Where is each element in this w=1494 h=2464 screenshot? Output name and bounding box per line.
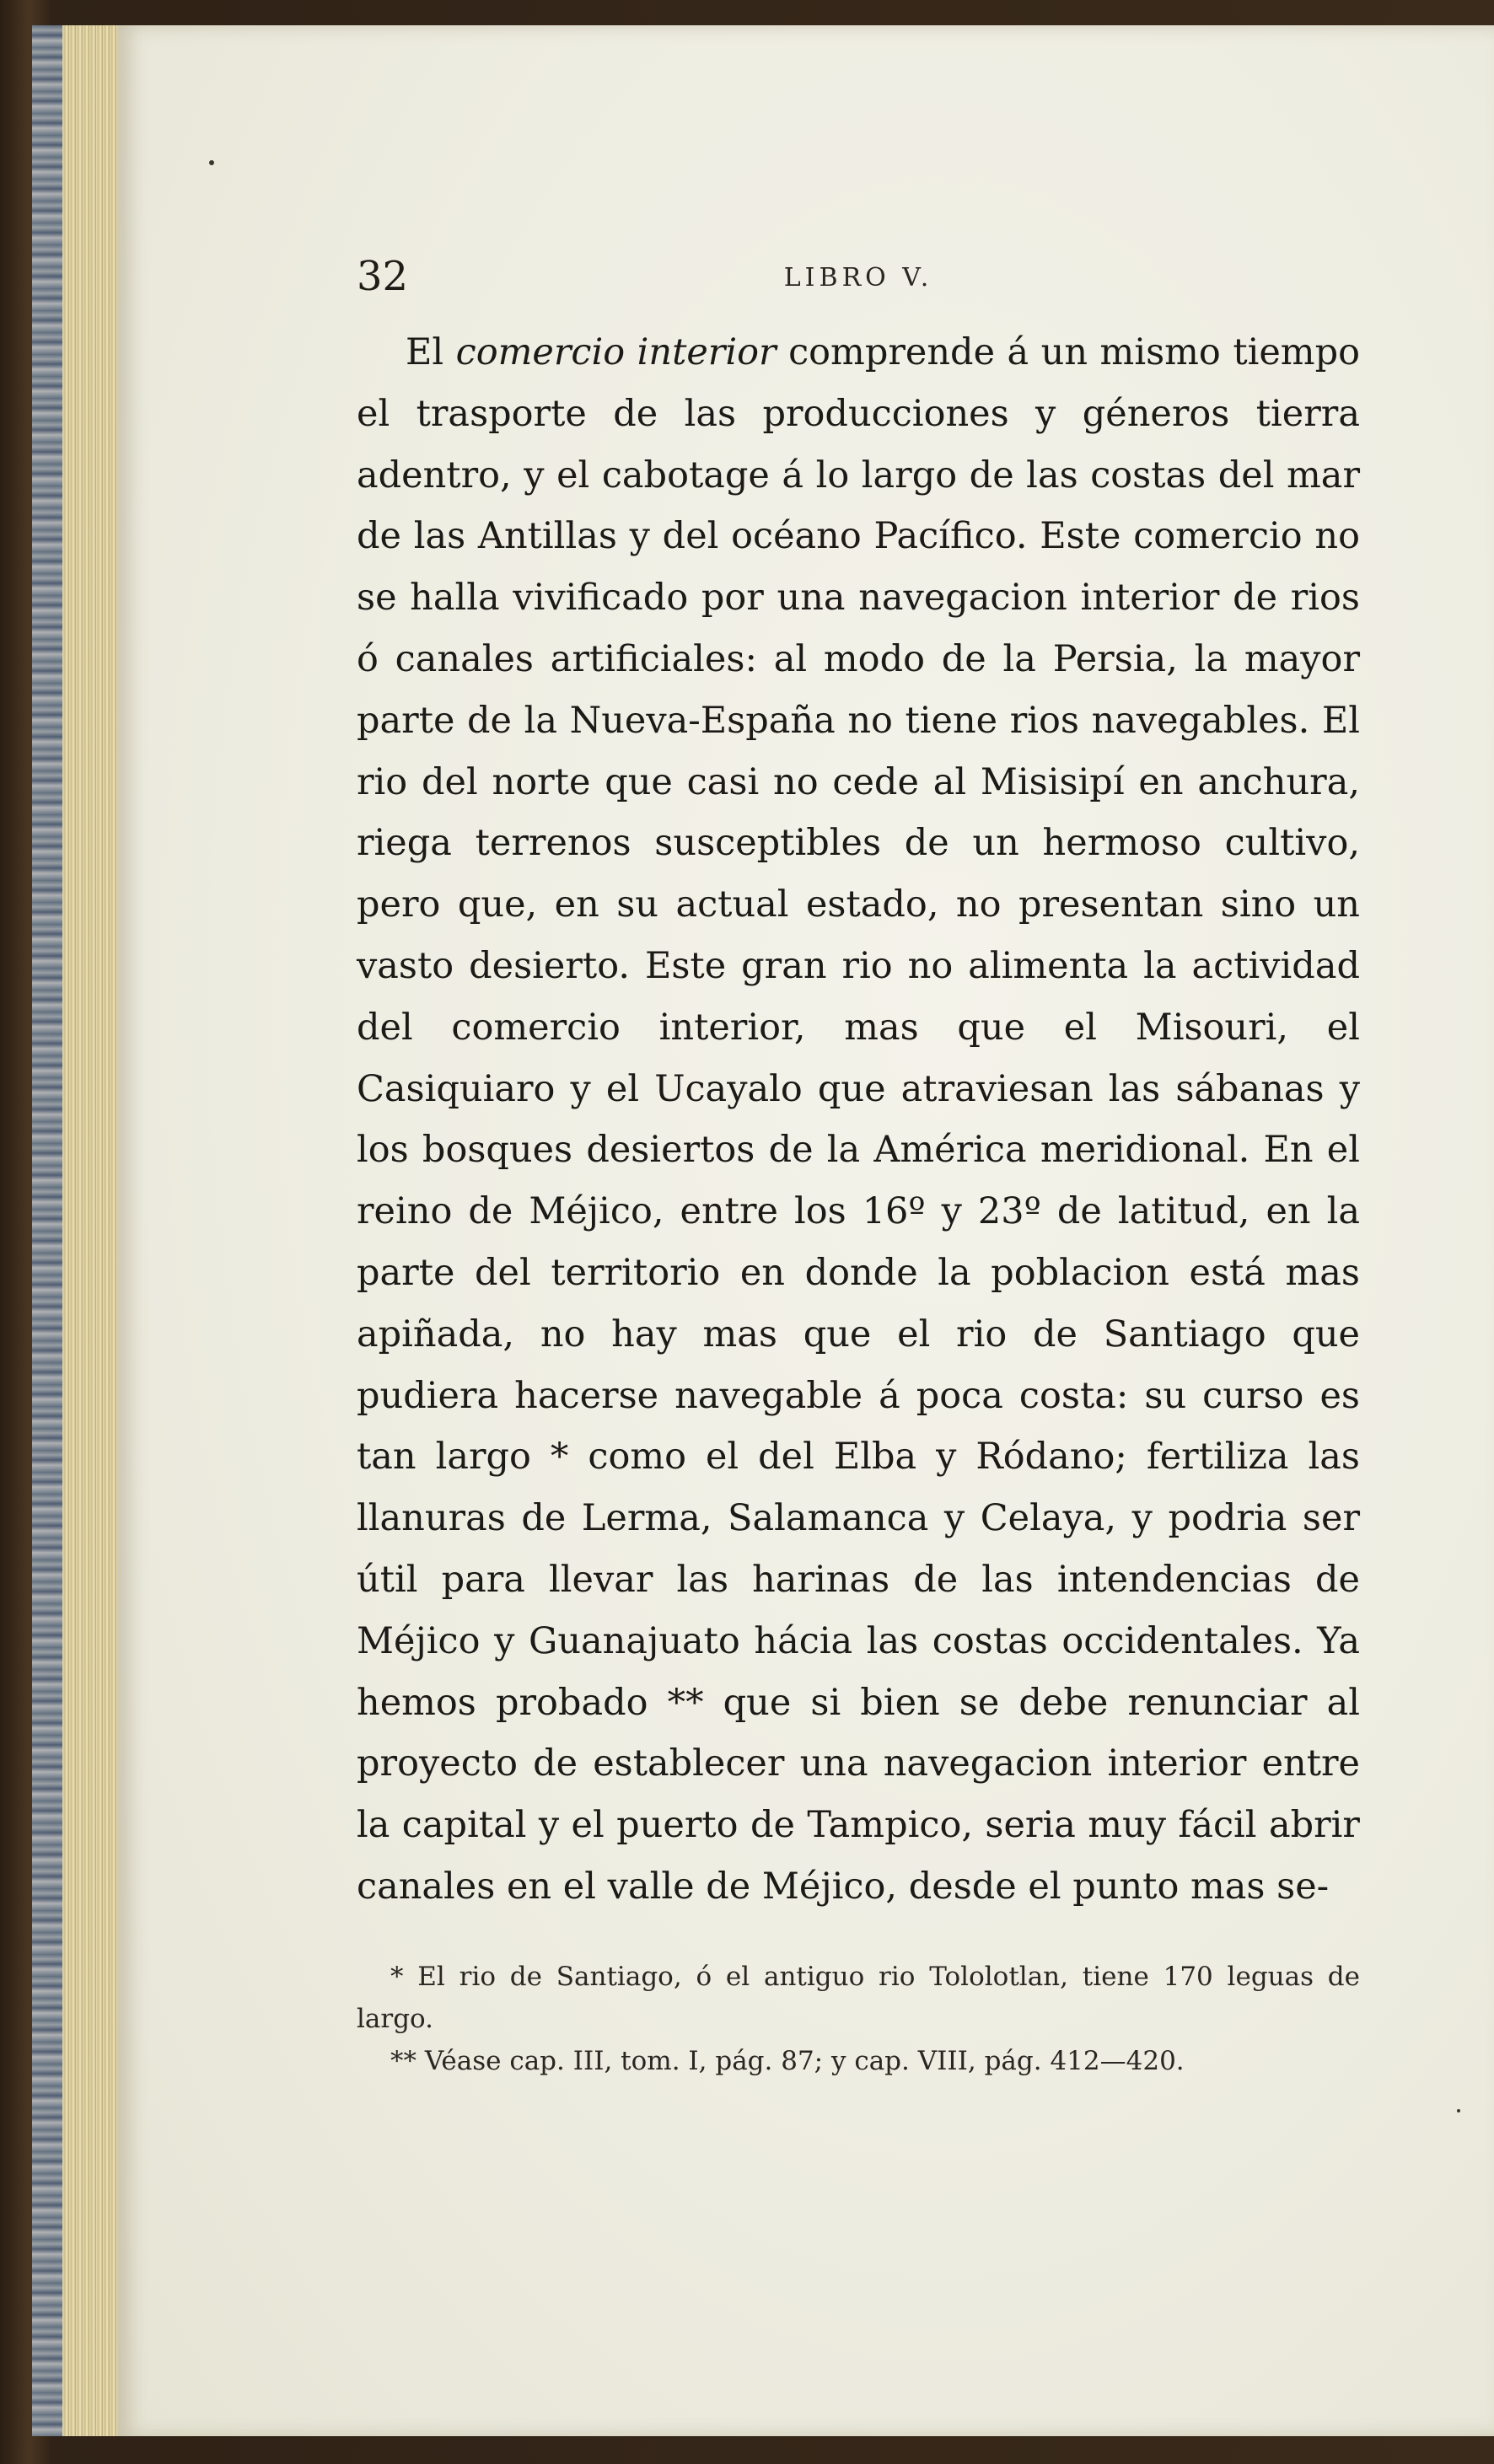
lead-word: El: [406, 331, 456, 373]
page-header: [357, 253, 1360, 312]
page-edges: [62, 25, 121, 2436]
page-number: 32: [357, 253, 409, 300]
footnote-2: ** Véase cap. III, tom. I, pág. 87; y cap. VIII, pág. 412—420.: [390, 2046, 1185, 2076]
footnote-1: * El rio de Santiago, ó el antiguo rio Tololotlan, tiene 170 leguas de largo.: [357, 1962, 1360, 2034]
paragraph-text: comprende á un mismo tiempo el trasporte de las producciones y géneros tierra adentro, y el cabotage á lo largo de las costas del mar de las Antillas y del océano Pacífico. Este comercio no se halla vivificado por una navegacion interior de rios ó canales artificiales: al modo de la Persia, la mayor parte de la Nueva-España no tiene rios navegables. El rio del norte que casi no cede al Misisipí en anchura, riega terrenos susceptibles de un hermoso cultivo, pero que, en su actual estado, no presentan sino un vasto desierto. Este gran rio no alimenta la actividad del comercio interior, mas que el Misouri, el Casiquiaro y el Ucayalo que atraviesan las sábanas y los bosques desiertos de la América meridional. En el reino de Méjico, entre los 16º y 23º de latitud, en la parte del territorio en donde la poblacion está mas apiñada, no hay mas que el rio de Santiago que pudiera hacerse navegable á poca costa: su curso es tan largo * como el del Elba y Ródano; fertiliza las llanuras de Lerma, Salamanca y Celaya, y podria ser útil para llevar las harinas de las intendencias de Méjico y Guanajuato hácia las costas occidentales. Ya hemos probado ** que si bien se debe renunciar al proyecto de establecer una navegacion interior entre la capital y el puerto de Tampico, seria muy fácil abrir canales en el valle de Méjico, desde el punto mas se-: [357, 331, 1360, 1908]
body-paragraph: [357, 322, 1360, 1918]
italic-term: comercio interior: [455, 331, 777, 373]
footnotes: [357, 1956, 1360, 2082]
paper-speck: [1457, 2109, 1460, 2112]
running-head: LIBRO V.: [783, 263, 933, 293]
paper-speck: [209, 160, 214, 165]
